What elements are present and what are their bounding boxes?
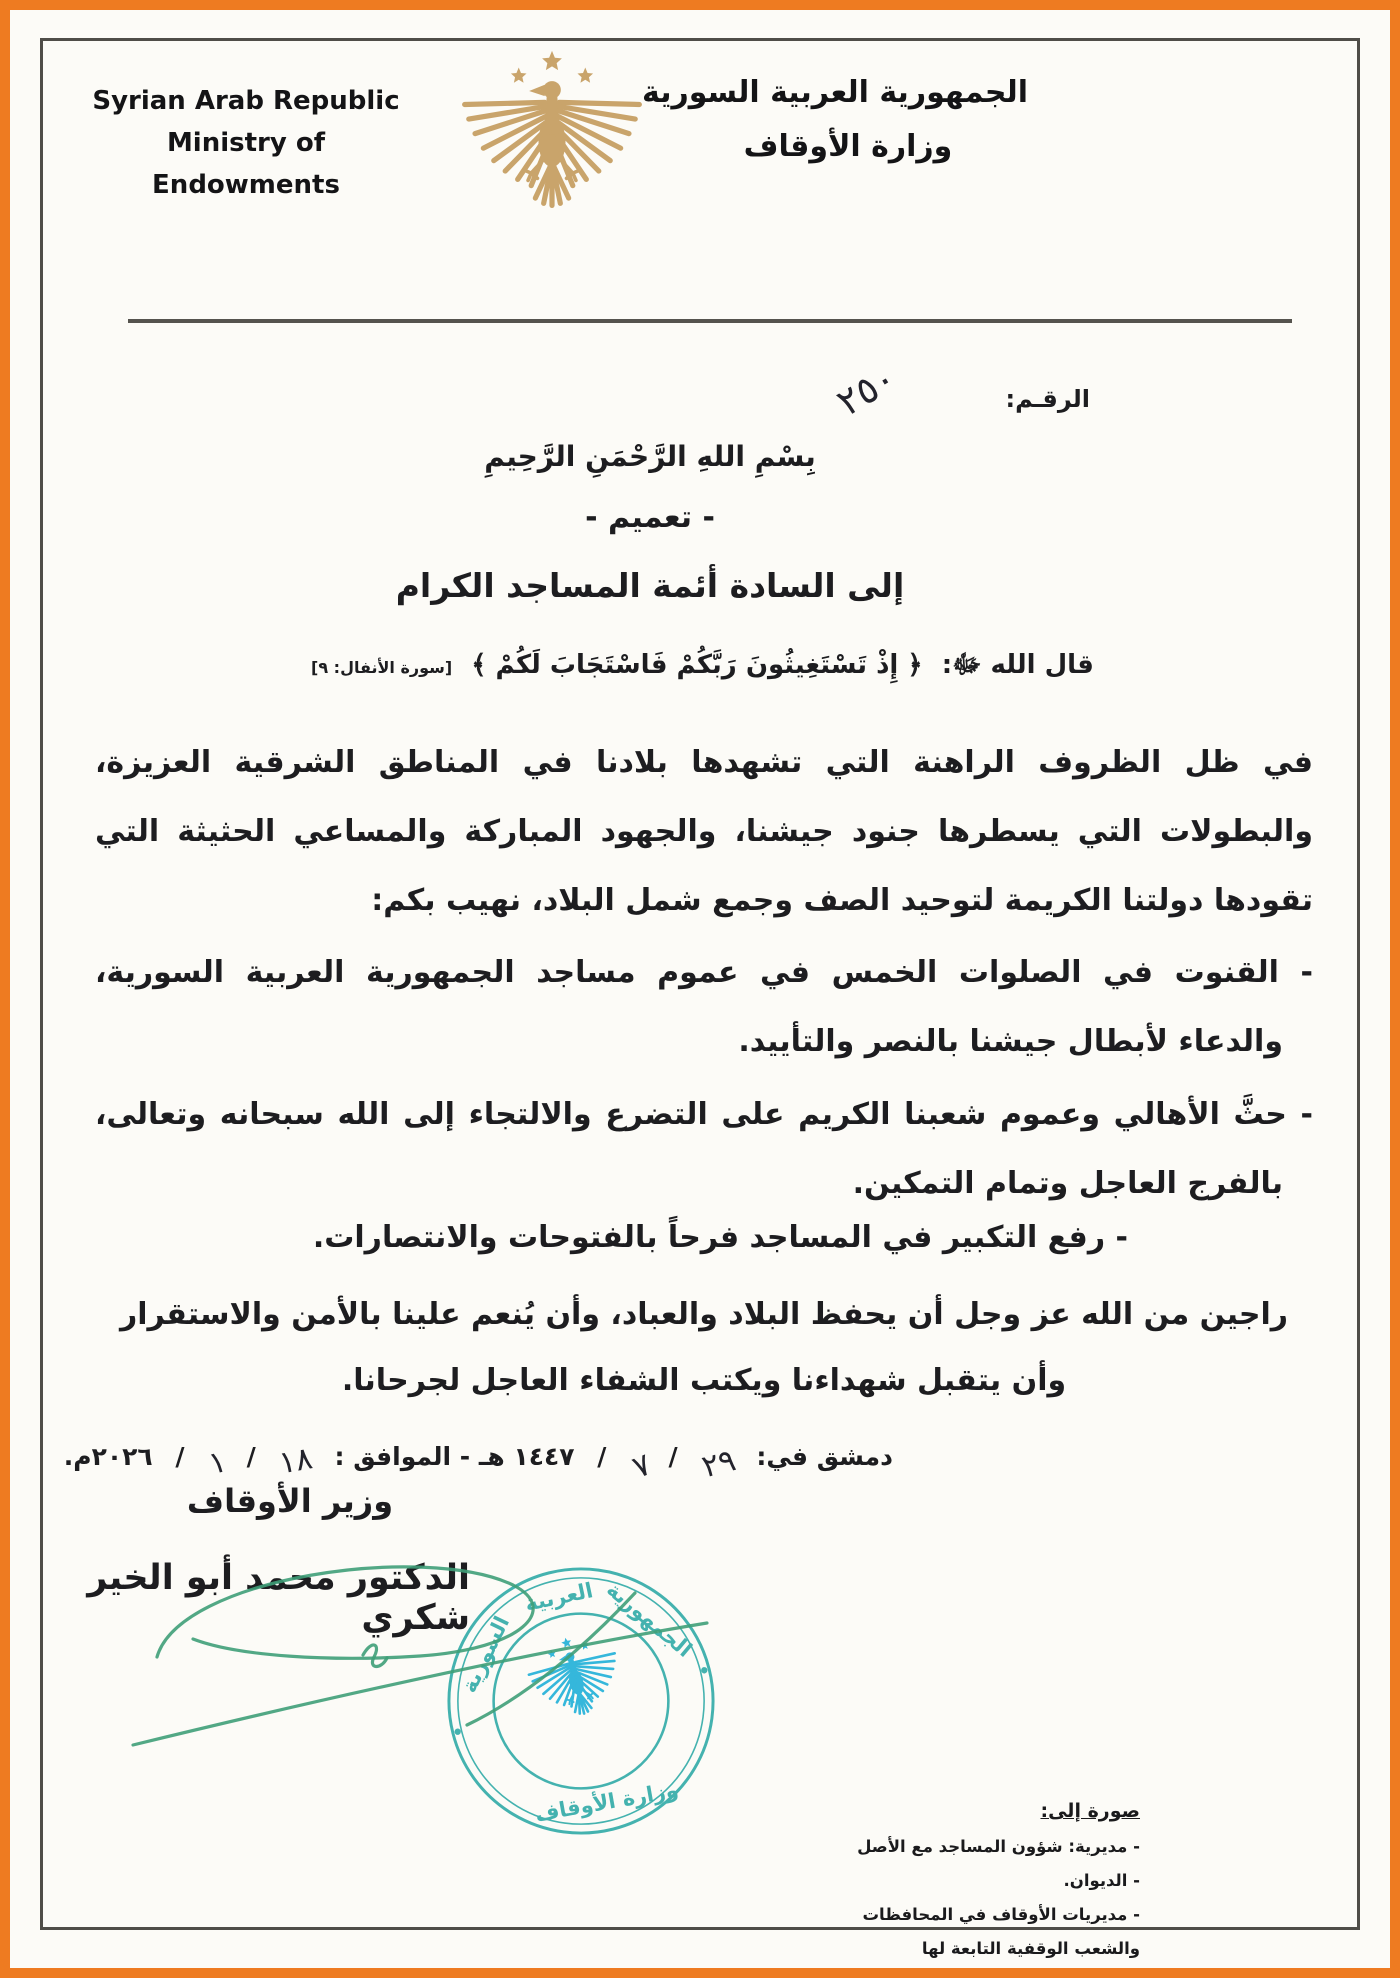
closing-line1: راجين من الله عز وجل أن يحفظ البلاد والعباد، وأن يُنعم علينا بالأمن والاستقرار xyxy=(119,1297,1289,1332)
reference-number-handwritten: ٢٥٠ xyxy=(829,355,905,425)
header-en-line2: Ministry of Endowments xyxy=(152,128,340,200)
eagle-emblem-icon xyxy=(448,50,656,290)
gregorian-day-handwritten: ١٨ xyxy=(276,1440,316,1482)
stamp-top-word-2: العربية xyxy=(522,1578,595,1616)
header-ar-line2: وزارة الأوقاف xyxy=(743,129,953,164)
date-separator: / xyxy=(597,1442,607,1471)
bullet-item-2: - حثَّ الأهالي وعموم شعبنا الكريم على التضرع والالتجاء إلى الله سبحانه وتعالى، بالفرج العاجل وتمام التمكين. xyxy=(95,1097,1313,1201)
header-divider xyxy=(128,319,1292,323)
intro-paragraph: في ظل الظروف الراهنة التي تشهدها بلادنا في المناطق الشرقية العزيزة، والبطولات التي يسطرها جنود جيشنا، والجهود المباركة والمساعي الحثيثة التي تقودها دولتنا الكريمة لتوحيد الصف وجمع شمل البلاد، نهيب بكم: xyxy=(95,745,1313,918)
closing-line2: وأن يتقبل شهداءنا ويكتب الشفاء العاجل لجرحانا. xyxy=(341,1363,1067,1398)
dateline-place: دمشق في: xyxy=(756,1442,893,1471)
minister-name: الدكتور محمد أبو الخير شكري xyxy=(87,1558,470,1638)
copy-to-footer xyxy=(852,1800,1140,1966)
bullet-item-1: - القنوت في الصلوات الخمس في عموم مساجد الجمهورية العربية السورية، والدعاء لأبطال جيشنا بالنصر والتأييد. xyxy=(95,955,1313,1059)
basmala: بِسْمِ اللهِ الرَّحْمَنِ الرَّحِيمِ xyxy=(484,440,816,473)
reference-label: الرقـم: xyxy=(1005,385,1090,413)
hijri-day-handwritten: ٢٩ xyxy=(698,1442,740,1486)
gregorian-year-label: ٢٠٢٦م. xyxy=(63,1442,153,1471)
verse-reference: [سورة الأنفال: ٩] xyxy=(311,658,453,677)
header-en-line1: Syrian Arab Republic xyxy=(92,86,400,116)
stamp-top-word-3: السورية xyxy=(456,1612,515,1697)
date-separator: / xyxy=(668,1442,678,1471)
copy-to-heading: صورة إلى: xyxy=(1040,1800,1140,1822)
document-type-heading: - تعميم - xyxy=(585,500,715,535)
dateline xyxy=(63,1437,900,1486)
header-ar-line1: الجمهورية العربية السورية xyxy=(642,75,1028,110)
addressee-line: إلى السادة أئمة المساجد الكرام xyxy=(395,566,905,605)
closing-paragraph xyxy=(95,1282,1313,1414)
quran-verse-line xyxy=(95,648,1310,686)
minister-signature xyxy=(95,1535,765,1795)
bullet-item-3: - رفع التكبير في المساجد فرحاً بالفتوحات والانتصارات. xyxy=(312,1220,1128,1255)
header-arabic xyxy=(642,66,1028,174)
stamp-top-word-1: الجمهورية xyxy=(602,1577,697,1662)
verse-text: ﴿ إِذْ تَسْتَغِيثُونَ رَبَّكُمْ فَاسْتَجَابَ لَكُمْ ﴾ xyxy=(471,650,923,680)
hijri-month-handwritten: ٧ xyxy=(627,1446,657,1486)
date-separator: / xyxy=(175,1442,185,1471)
hijri-year-label: ١٤٤٧ هـ - الموافق : xyxy=(334,1442,575,1471)
header-english xyxy=(78,80,414,206)
copy-to-item-2: - مديريات الأوقاف في المحافظات والشعب الوقفية التابعة لها xyxy=(862,1905,1140,1958)
date-separator: / xyxy=(246,1442,256,1471)
gregorian-month-handwritten: ١ xyxy=(204,1443,231,1483)
verse-intro: قال الله ﷻ: xyxy=(941,650,1094,680)
copy-to-item-1: - مديرية: شؤون المساجد مع الأصل - الديوان. xyxy=(857,1837,1140,1890)
minister-title: وزير الأوقاف xyxy=(186,1482,394,1520)
stamp-bottom-text: وزارة الأوقاف xyxy=(533,1777,681,1827)
